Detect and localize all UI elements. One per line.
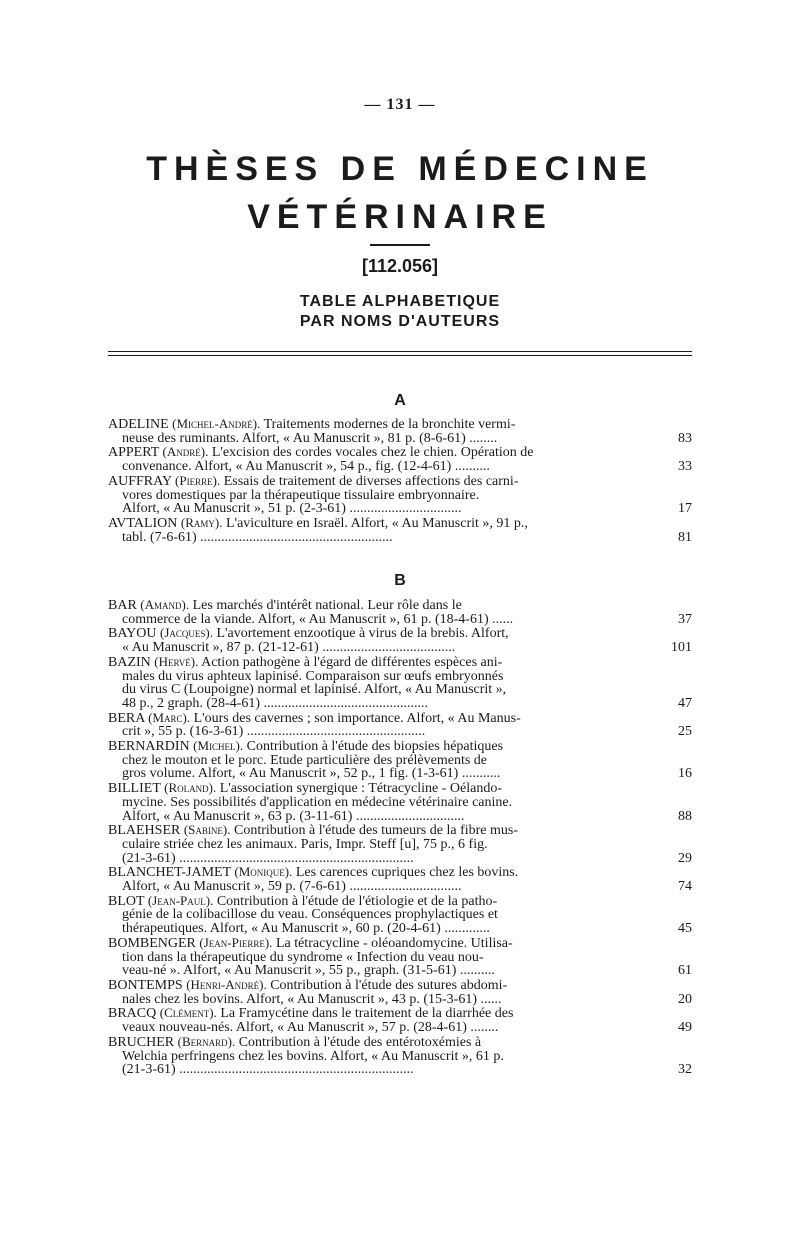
- author-firstname: (Michel-André).: [172, 416, 261, 431]
- entry-text: [108, 474, 656, 516]
- author-firstname: (Amand).: [140, 597, 190, 612]
- author-surname: BAZIN: [108, 654, 151, 670]
- entry-title: L'association synergique : Tétracycline - Oélando-: [219, 781, 502, 797]
- bibliography-entry: [108, 865, 692, 893]
- author-surname: ADELINE: [108, 417, 169, 432]
- section-a-entries: [108, 417, 692, 544]
- entry-page-number: 17: [678, 501, 692, 517]
- entry-title: Contribution à l'étude de l'étiologie et de la patho-: [216, 893, 498, 909]
- author-surname: BAR: [108, 598, 137, 613]
- title-line-1: THÈSES DE MÉDECINE: [146, 150, 654, 188]
- bibliography-entry: [108, 474, 692, 516]
- double-rule: [108, 351, 692, 356]
- entry-title: Essais de traitement de diverses affections des carni-: [223, 473, 519, 489]
- bibliography-entry: [108, 598, 692, 626]
- entry-text: [108, 894, 656, 936]
- author-firstname: (Michel).: [193, 738, 244, 754]
- author-surname: BOMBENGER: [108, 935, 196, 951]
- entry-title: Les marchés d'intérêt national. Leur rôle dans le: [192, 598, 462, 613]
- entry-title: La tétracycline - oléoandomycine. Utilisa-: [275, 935, 513, 951]
- entry-title: L'avortement enzootique à virus de la brebis. Alfort,: [216, 626, 509, 642]
- entry-page-number: 88: [678, 808, 692, 824]
- entry-title: Contribution à l'étude des tumeurs de la fibre mus-: [233, 823, 518, 839]
- bibliography-entry: [108, 417, 692, 445]
- bibliography-entry: [108, 445, 692, 473]
- entry-continuation-line: du virus C (Loupoigne) normal et lapinisé. Alfort, « Au Manuscrit »,: [122, 682, 507, 698]
- section-b-entries: [108, 598, 692, 1077]
- entry-text: [108, 598, 656, 626]
- author-surname: BRACQ: [108, 1006, 157, 1022]
- author-surname: BONTEMPS: [108, 977, 183, 993]
- entry-text: [108, 1035, 656, 1077]
- bibliography-entry: [108, 739, 692, 781]
- entry-continuation-line: (21-3-61) ...................................................................: [122, 1062, 414, 1078]
- section-letter-a: A: [394, 392, 406, 409]
- entry-title: La Framycétine dans le traitement de la diarrhée des: [220, 1006, 514, 1022]
- author-firstname: (Monique).: [234, 864, 293, 880]
- entry-title: Contribution à l'étude des biopsies hépatiques: [246, 739, 504, 755]
- entry-continuation-line: veaux nouveau-nés. Alfort, « Au Manuscrit », 57 p. (28-4-61) ........: [122, 1020, 499, 1036]
- author-surname: BERNARDIN: [108, 739, 190, 755]
- entry-continuation-line: commerce de la viande. Alfort, « Au Manuscrit », 61 p. (18-4-61) ......: [122, 611, 514, 627]
- bibliography-entry: [108, 894, 692, 936]
- entry-title: Les carences cupriques chez les bovins.: [295, 865, 519, 881]
- entry-title: L'aviculture en Israël. Alfort, « Au Manuscrit », 91 p.,: [226, 515, 528, 531]
- entry-page-number: 33: [678, 459, 692, 475]
- bibliography-entry: [108, 655, 692, 711]
- author-firstname: (Ramy).: [180, 514, 223, 530]
- entry-text: [108, 936, 656, 978]
- author-firstname: (Jean-Pierre).: [199, 934, 273, 950]
- entry-continuation-line: neuse des ruminants. Alfort, « Au Manuscrit », 81 p. (8-6-61) ........: [122, 430, 498, 446]
- entry-title: L'excision des cordes vocales chez le chien. Opération de: [211, 445, 534, 461]
- entry-page-number: 83: [678, 430, 692, 446]
- entry-continuation-line: tion dans la thérapeutique du syndrome « Infection du veau nou-: [122, 949, 484, 965]
- author-firstname: (Bernard).: [177, 1033, 236, 1049]
- entry-text: [108, 655, 656, 711]
- entry-continuation-line: 48 p., 2 graph. (28-4-61) ...............................................: [122, 695, 429, 711]
- bibliography-entry: [108, 1035, 692, 1077]
- entry-continuation-line: nales chez les bovins. Alfort, « Au Manuscrit », 43 p. (15-3-61) ......: [122, 991, 502, 1007]
- author-firstname: (Jean-Paul).: [147, 892, 214, 908]
- author-surname: BAYOU: [108, 626, 157, 642]
- section-letter-b: B: [394, 572, 406, 589]
- subtitle-line-1: TABLE ALPHABETIQUE: [299, 293, 501, 310]
- entry-page-number: 20: [678, 991, 692, 1007]
- entry-title: Contribution à l'étude des sutures abdomi-: [270, 977, 508, 993]
- entry-page-number: 32: [678, 1062, 692, 1078]
- entry-text: [108, 865, 656, 893]
- entry-text: [108, 781, 656, 823]
- author-surname: BLOT: [108, 893, 145, 909]
- author-surname: BLAEHSER: [108, 823, 181, 839]
- bibliography-entry: [108, 978, 692, 1006]
- author-surname: APPERT: [108, 445, 160, 461]
- author-firstname: (Jacques).: [160, 625, 213, 641]
- entry-continuation-line: Welchia perfringens chez les bovins. Alfort, « Au Manuscrit », 61 p.: [122, 1048, 504, 1064]
- author-surname: AVTALION: [108, 515, 178, 531]
- entry-continuation-line: thérapeutiques. Alfort, « Au Manuscrit », 60 p. (20-4-61) .............: [122, 921, 490, 937]
- entry-text: [108, 445, 656, 473]
- author-surname: BLANCHET-JAMET: [108, 865, 231, 881]
- entry-page-number: 16: [678, 766, 692, 782]
- author-firstname: (Sabine).: [183, 822, 231, 838]
- entry-title: Action pathogène à l'égard de différentes espèces ani-: [201, 654, 503, 670]
- subtitle-line-2: PAR NOMS D'AUTEURS: [299, 313, 501, 330]
- entry-text: [108, 823, 656, 865]
- bibliography-entry: [108, 781, 692, 823]
- entry-text: [108, 516, 656, 544]
- classification-code: [112.056]: [361, 256, 439, 276]
- entry-page-number: 74: [678, 879, 692, 895]
- entry-page-number: 37: [678, 611, 692, 627]
- entry-continuation-line: convenance. Alfort, « Au Manuscrit », 54 p., fig. (12-4-61) ..........: [122, 459, 490, 475]
- entry-text: [108, 978, 656, 1006]
- entry-continuation-line: Alfort, « Au Manuscrit », 51 p. (2-3-61) ................................: [122, 501, 462, 517]
- bibliography-entry: [108, 516, 692, 544]
- author-firstname: (André).: [162, 444, 209, 460]
- entry-page-number: 61: [678, 963, 692, 979]
- author-firstname: (Henri-André).: [186, 976, 267, 992]
- entry-continuation-line: males du virus aphteux lapinisé. Comparaison sur œufs embryonnés: [122, 668, 504, 684]
- entry-continuation-line: mycine. Ses possibilités d'application en médecine vétérinaire canine.: [122, 794, 513, 810]
- entry-page-number: 45: [678, 921, 692, 937]
- entry-continuation-line: chez le mouton et le porc. Etude particulière des prélèvements de: [122, 752, 488, 768]
- bibliography-entry: [108, 823, 692, 865]
- author-firstname: (Roland).: [164, 780, 217, 796]
- author-firstname: (Pierre).: [175, 472, 221, 488]
- author-surname: BERA: [108, 710, 145, 726]
- author-firstname: (Hervé).: [154, 653, 199, 669]
- bibliography-entry: [108, 626, 692, 654]
- bibliography-entry: [108, 1006, 692, 1034]
- author-firstname: (Clément).: [159, 1005, 217, 1021]
- entry-title: Contribution à l'étude des entérotoxémies à: [238, 1034, 482, 1050]
- entry-page-number: 81: [678, 529, 692, 545]
- entry-continuation-line: tabl. (7-6-61) .......................................................: [122, 529, 393, 545]
- bibliography-entry: [108, 711, 692, 739]
- entry-title: Traitements modernes de la bronchite vermi-: [263, 417, 516, 432]
- entry-page-number: 49: [678, 1020, 692, 1036]
- entry-page-number: 25: [678, 724, 692, 740]
- entry-continuation-line: crit », 55 p. (16-3-61) ...................................................: [122, 724, 426, 740]
- entry-continuation-line: (21-3-61) ...................................................................: [122, 850, 414, 866]
- entry-text: [108, 417, 656, 445]
- entry-text: [108, 739, 656, 781]
- entry-text: [108, 711, 656, 739]
- author-surname: BRUCHER: [108, 1034, 175, 1050]
- entry-continuation-line: gros volume. Alfort, « Au Manuscrit », 52 p., 1 fig. (1-3-61) ...........: [122, 766, 501, 782]
- entry-title: L'ours des cavernes ; son importance. Alfort, « Au Manus-: [193, 710, 521, 726]
- title-line-2: VÉTÉRINAIRE: [247, 198, 553, 236]
- entry-continuation-line: Alfort, « Au Manuscrit », 63 p. (3-11-61) ...............................: [122, 808, 465, 824]
- entry-text: [108, 1006, 656, 1034]
- entry-continuation-line: veau-né ». Alfort, « Au Manuscrit », 55 p., graph. (31-5-61) ..........: [122, 963, 495, 979]
- author-firstname: (Marc).: [148, 709, 191, 725]
- entry-continuation-line: culaire striée chez les animaux. Paris, Impr. Steff [u], 75 p., 6 fig.: [122, 836, 488, 852]
- entry-text: [108, 626, 656, 654]
- entry-page-number: 47: [678, 695, 692, 711]
- entry-page-number: 101: [671, 640, 692, 656]
- author-surname: AUFFRAY: [108, 473, 172, 489]
- author-surname: BILLIET: [108, 781, 161, 797]
- entry-continuation-line: Alfort, « Au Manuscrit », 59 p. (7-6-61) ................................: [122, 879, 462, 895]
- entry-continuation-line: génie de la colibacillose du veau. Conséquences prophylactiques et: [122, 907, 498, 923]
- entry-page-number: 29: [678, 850, 692, 866]
- page-number: — 131 —: [364, 96, 436, 113]
- bibliography-entry: [108, 936, 692, 978]
- title-underline: [370, 244, 430, 246]
- entry-continuation-line: vores domestiques par la thérapeutique tissulaire embryonnaire.: [122, 487, 480, 503]
- entry-continuation-line: « Au Manuscrit », 87 p. (21-12-61) ......................................: [122, 640, 456, 656]
